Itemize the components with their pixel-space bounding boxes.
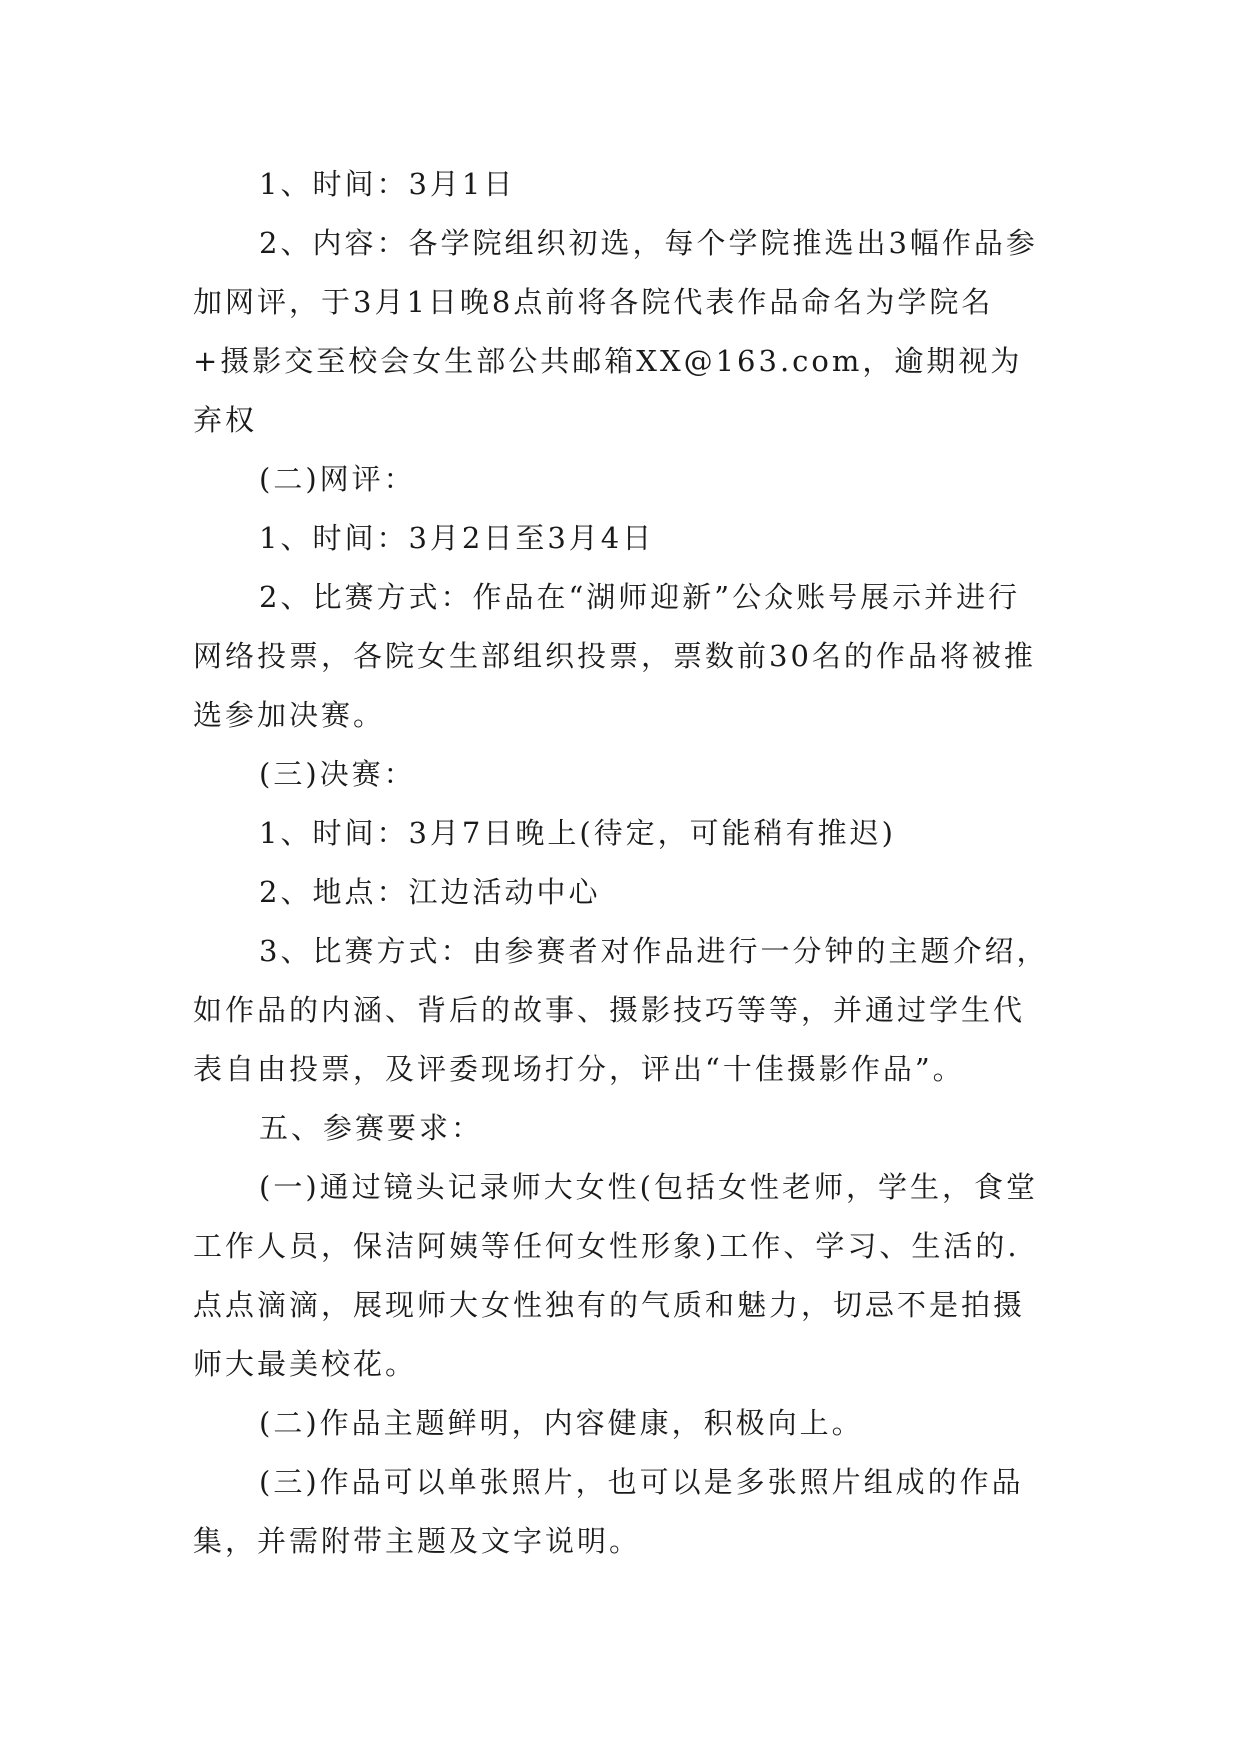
- paragraph: 2、比赛方式：作品在“湖师迎新”公众账号展示并进行网络投票，各院女生部组织投票，票数前30名的作品将被推选参加决赛。: [193, 580, 1036, 732]
- document-body: [193, 155, 1049, 1571]
- paragraph: 1、时间：3月7日晚上(待定，可能稍有推迟): [259, 816, 896, 850]
- paragraph: (三)作品可以单张照片，也可以是多张照片组成的作品集，并需附带主题及文字说明。: [193, 1465, 1024, 1558]
- paragraph: 2、地点：江边活动中心: [259, 875, 601, 909]
- section-heading: (三)决赛：: [259, 757, 416, 791]
- paragraph: (一)通过镜头记录师大女性(包括女性老师，学生，食堂工作人员，保洁阿姨等任何女性形象)工作、学习、生活的.点点滴滴，展现师大女性独有的气质和魅力，切忌不是拍摄师大最美校花。: [193, 1170, 1038, 1381]
- paragraph: 3、比赛方式：由参赛者对作品进行一分钟的主题介绍，如作品的内涵、背后的故事、摄影技巧等等，并通过学生代表自由投票，及评委现场打分，评出“十佳摄影作品”。: [193, 934, 1049, 1086]
- paragraph: 2、内容：各学院组织初选，每个学院推选出3幅作品参加网评，于3月1日晚8点前将各院代表作品命名为学院名+摄影交至校会女生部公共邮箱XX@163.com，逾期视为弃权: [193, 226, 1038, 437]
- paragraph: (二)作品主题鲜明，内容健康，积极向上。: [259, 1406, 864, 1440]
- section-heading: 五、参赛要求：: [259, 1111, 484, 1145]
- section-heading: (二)网评：: [259, 462, 416, 496]
- paragraph: 1、时间：3月2日至3月4日: [259, 521, 655, 555]
- paragraph: 1、时间：3月1日: [259, 167, 516, 201]
